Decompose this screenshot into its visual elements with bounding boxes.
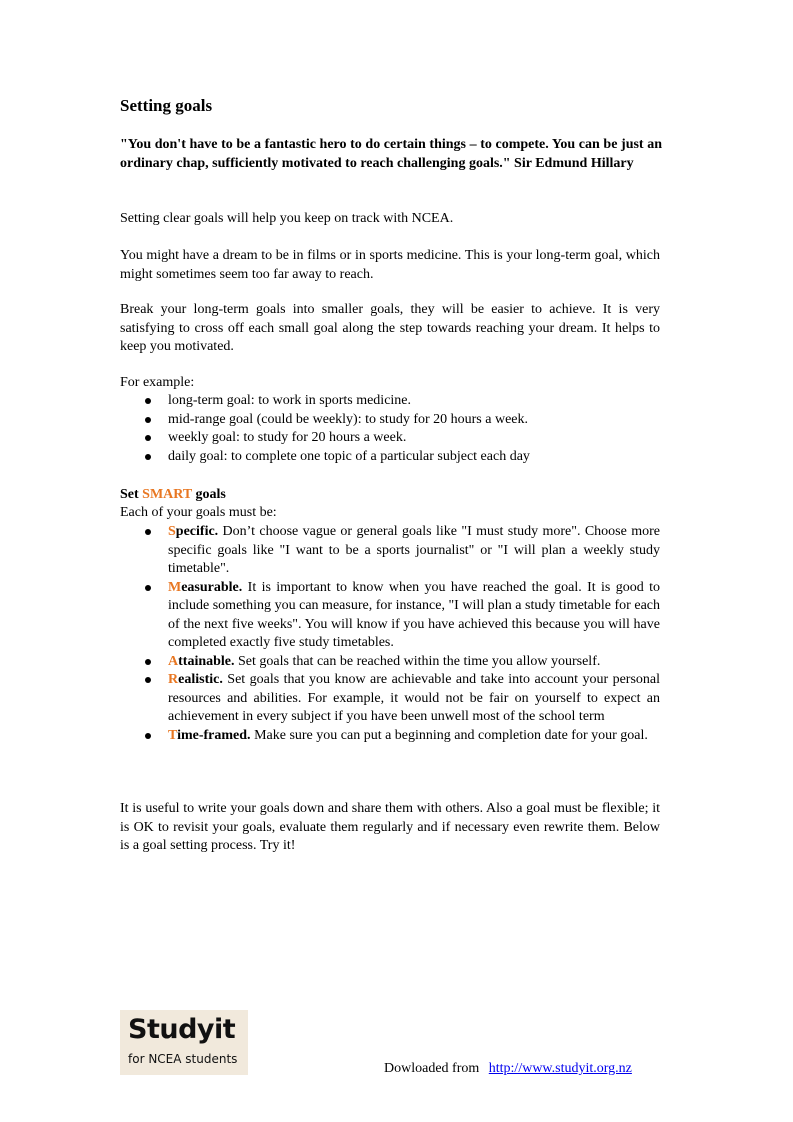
bullet-icon <box>145 529 151 535</box>
list-item: Attainable. Set goals that can be reached within the time you allow yourself. <box>120 653 660 672</box>
break-goals-paragraph: Break your long-term goals into smaller goals, they will be easier to achieve. It is very satisfying to cross off each small goal along the step towards reaching your dream. It helps to keep you motivated. <box>120 302 660 354</box>
list-item: Realistic. Set goals that you know are achievable and take into account your personal resources and abilities. For example, it would not be fair on yourself to expect an achievement in every subject if you have been unwell most of the school term <box>120 671 660 727</box>
example-label: For example: <box>120 375 195 390</box>
smart-heading: Set SMART goals <box>120 487 226 502</box>
bullet-icon <box>145 677 151 683</box>
example-list <box>120 392 660 466</box>
list-item: Measurable. It is important to know when you have reached the goal. It is good to include something you can measure, for instance, "I will plan a study timetable for each of the next five weeks". You will know if you have achieved this because you will have completed exactly five study timetables. <box>120 579 660 653</box>
dream-paragraph: You might have a dream to be in films or in sports medicine. This is your long-term goal, which might sometimes seem too far away to reach. <box>120 248 660 282</box>
list-item: weekly goal: to study for 20 hours a week. <box>120 429 660 448</box>
footer <box>384 1061 632 1077</box>
bullet-icon <box>145 454 151 460</box>
logo-brand: Studyit <box>128 1014 236 1045</box>
list-item: daily goal: to complete one topic of a particular subject each day <box>120 448 660 467</box>
logo-subtitle: for NCEA students <box>128 1052 238 1066</box>
bullet-icon <box>145 398 151 404</box>
list-item: Specific. Don’t choose vague or general goals like "I must study more". Choose more specific goals like "I want to be a sports journalist" or "I will plan a weekly study timetable". <box>120 523 660 579</box>
list-item: mid-range goal (could be weekly): to study for 20 hours a week. <box>120 411 660 430</box>
bullet-icon <box>145 585 151 591</box>
list-item: long-term goal: to work in sports medicine. <box>120 392 660 411</box>
list-item: Time-framed. Make sure you can put a beginning and completion date for your goal. <box>120 727 660 746</box>
intro-paragraph: Setting clear goals will help you keep on track with NCEA. <box>120 211 454 226</box>
studyit-logo <box>120 1010 248 1075</box>
page-title: Setting goals <box>120 96 213 115</box>
bullet-icon <box>145 659 151 665</box>
smart-list <box>120 523 660 745</box>
studyit-link[interactable]: http://www.studyit.org.nz <box>488 1061 632 1076</box>
bullet-icon <box>145 733 151 739</box>
bullet-icon <box>145 435 151 441</box>
smart-lead: Each of your goals must be: <box>120 505 277 520</box>
bullet-icon <box>145 417 151 423</box>
closing-paragraph: It is useful to write your goals down and share them with others. Also a goal must be flexible; it is OK to revisit your goals, evaluate them regularly and if necessary even rewrite them. Below is a goal setting process. Try it! <box>120 801 660 853</box>
hillary-quote: "You don't have to be a fantastic hero to do certain things – to compete. You can be just an ordinary chap, sufficiently motivated to reach challenging goals." Sir Edmund Hillary <box>120 137 662 171</box>
footer-label: Dowloaded from <box>384 1061 480 1076</box>
